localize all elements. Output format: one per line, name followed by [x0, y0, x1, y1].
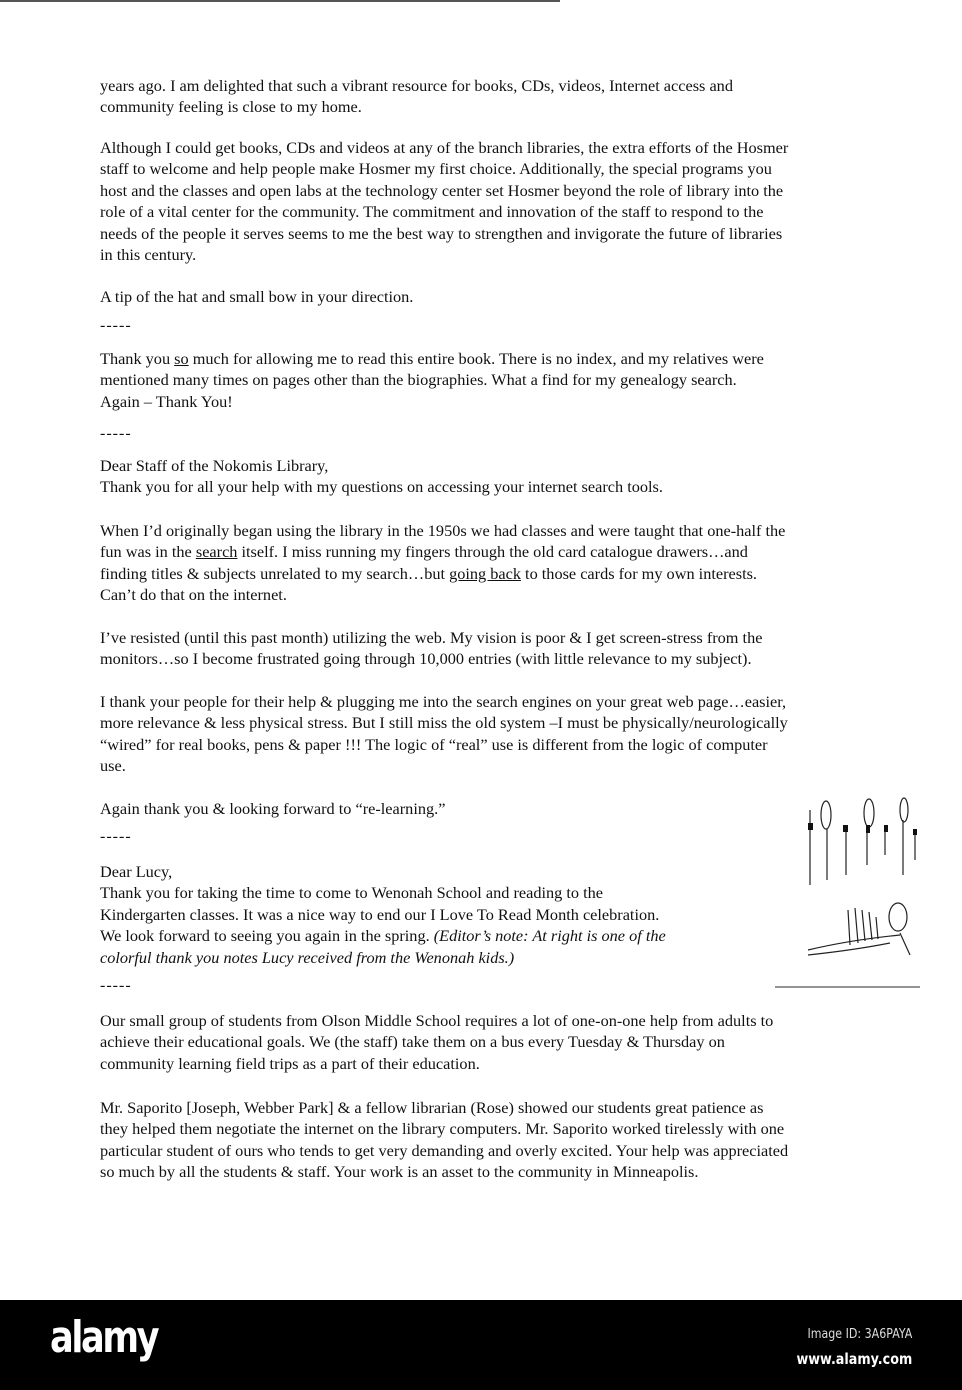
- text-segment: Kindergarten classes. It was a nice way to end our I Love To Read Month celebration.: [100, 904, 660, 924]
- text-line: [100, 1118, 900, 1139]
- text-line: [100, 541, 900, 562]
- text-line: [100, 520, 900, 541]
- text-line: [100, 627, 900, 648]
- text-segment: I’ve resisted (until this past month) utilizing the web. My vision is poor & I get screen-stress from the: [100, 628, 763, 647]
- text-segment: mentioned many times on pages other than the biographies. What a find for my genealogy search.: [100, 370, 737, 390]
- text-segment: in this century.: [100, 244, 197, 264]
- text-segment: Again thank you & looking forward to “re-learning.”: [100, 799, 446, 818]
- section-separator: -----: [100, 317, 132, 334]
- text-segment: Thank you: [100, 349, 175, 368]
- text-segment: “wired” for real books, pens & paper !!! The logic of “real” use is different from the logic of computer: [100, 734, 768, 754]
- text-line: [100, 75, 900, 96]
- text-line: [100, 1053, 900, 1074]
- text-segment: Dear Lucy,: [100, 862, 173, 881]
- text-segment: staff to welcome and help people make Hosmer my first choice. Additionally, the special programs you: [100, 159, 772, 179]
- text-line: [100, 201, 900, 222]
- italic-editor-note: (Editor’s note: At right is one of the: [433, 926, 666, 946]
- paragraph: [100, 627, 900, 670]
- text-segment: Mr. Saporito [Joseph, Webber Park] & a fellow librarian (Rose) showed our students great patience as: [100, 1098, 764, 1117]
- text-line: [100, 584, 900, 605]
- paragraph: [100, 520, 900, 606]
- text-segment: When I’d originally began using the library in the 1950s we had classes and were taught that one-half the: [100, 521, 786, 540]
- text-line: [100, 244, 900, 265]
- paragraph: [100, 1010, 900, 1074]
- section-separator: -----: [100, 425, 132, 442]
- paragraph: [100, 1097, 900, 1183]
- underlined-text: search: [195, 542, 238, 562]
- section-separator: -----: [100, 828, 132, 845]
- paragraph: [100, 75, 900, 118]
- text-line: [100, 369, 900, 390]
- paragraph: [100, 691, 900, 777]
- text-segment: finding titles & subjects unrelated to my search…but: [100, 563, 450, 583]
- text-segment: use.: [100, 756, 126, 776]
- text-segment: community learning field trips as a part of their education.: [100, 1053, 480, 1073]
- text-segment: particular student of ours who tends to get very demanding and overly excited. Your help was appreciated: [100, 1140, 789, 1160]
- alamy-logo: alamy: [50, 1312, 158, 1363]
- text-segment: fun was in the: [100, 542, 196, 562]
- text-segment: Our small group of students from Olson Middle School requires a lot of one-on-one help from adults to: [100, 1011, 774, 1030]
- text-segment: I thank your people for their help & plugging me into the search engines on your great web page…easier,: [100, 692, 787, 711]
- text-segment: to those cards for my own interests.: [520, 563, 757, 583]
- text-line: [100, 1031, 900, 1052]
- text-segment: they helped them negotiate the internet on the library computers. Mr. Saporito worked tirelessly with one: [100, 1119, 785, 1139]
- text-segment: Can’t do that on the internet.: [100, 585, 287, 605]
- text-segment: itself. I miss running my fingers through the old card catalogue drawers…and: [237, 542, 748, 562]
- paragraph: [100, 286, 900, 307]
- text-line: [100, 223, 900, 244]
- text-line: [100, 348, 900, 369]
- text-segment: community feeling is close to my home.: [100, 97, 362, 117]
- text-line: [100, 476, 900, 497]
- text-segment: much for allowing me to read this entire book. There is no index, and my relatives were: [188, 349, 764, 368]
- image-id: Image ID: 3A6PAYA: [807, 1327, 912, 1342]
- text-line: [100, 137, 900, 158]
- text-line: [100, 158, 900, 179]
- scan-edge-line: [0, 0, 560, 2]
- text-line: [100, 734, 900, 755]
- text-segment: needs of the people it serves seems to me the best way to strengthen and invigorate the future of libraries: [100, 223, 783, 243]
- text-segment: achieve their educational goals. We (the staff) take them on a bus every Tuesday & Thursday on: [100, 1032, 725, 1052]
- section-separator: -----: [100, 977, 132, 994]
- underlined-text: going back: [449, 563, 521, 583]
- text-line: [100, 648, 900, 669]
- text-segment: years ago. I am delighted that such a vibrant resource for books, CDs, videos, Internet access and: [100, 76, 733, 95]
- text-segment: We look forward to seeing you again in the spring.: [100, 926, 434, 946]
- text-line: [100, 1010, 900, 1031]
- paragraph: [100, 348, 900, 412]
- text-segment: Again – Thank You!: [100, 391, 233, 411]
- text-line: [100, 691, 900, 712]
- child-drawing-flowers: [770, 765, 920, 990]
- text-line: [100, 180, 900, 201]
- text-line: [100, 1161, 900, 1182]
- text-line: [100, 1140, 900, 1161]
- text-line: [100, 712, 900, 733]
- text-segment: more relevance & less physical stress. But I still miss the old system –I must be physically/neurologically: [100, 713, 788, 733]
- text-line: [100, 96, 900, 117]
- text-segment: role of a vital center for the community. The commitment and innovation of the staff to respond to the: [100, 202, 764, 222]
- text-line: [100, 563, 900, 584]
- text-segment: Thank you for all your help with my questions on accessing your internet search tools.: [100, 477, 663, 497]
- text-segment: A tip of the hat and small bow in your direction.: [100, 287, 414, 306]
- watermark-footer: [0, 1300, 962, 1390]
- underlined-text: so: [174, 349, 189, 368]
- text-segment: Dear Staff of the Nokomis Library,: [100, 456, 329, 475]
- italic-editor-note: colorful thank you notes Lucy received from the Wenonah kids.): [100, 947, 515, 967]
- text-line: [100, 455, 900, 476]
- text-line: [100, 286, 900, 307]
- text-segment: Thank you for taking the time to come to Wenonah School and reading to the: [100, 883, 603, 903]
- text-segment: monitors…so I become frustrated going through 10,000 entries (with little relevance to my subject).: [100, 649, 752, 669]
- paragraph: [100, 455, 900, 498]
- text-segment: host and the classes and open labs at the technology center set Hosmer beyond the role of library into the: [100, 180, 784, 200]
- site-url: www.alamy.com: [796, 1350, 912, 1368]
- text-line: [100, 391, 900, 412]
- text-segment: Although I could get books, CDs and videos at any of the branch libraries, the extra efforts of the Hosmer: [100, 138, 789, 157]
- text-segment: so much by all the students & staff. Your work is an asset to the community in Minneapolis.: [100, 1162, 699, 1182]
- paragraph: [100, 137, 900, 265]
- text-line: [100, 1097, 900, 1118]
